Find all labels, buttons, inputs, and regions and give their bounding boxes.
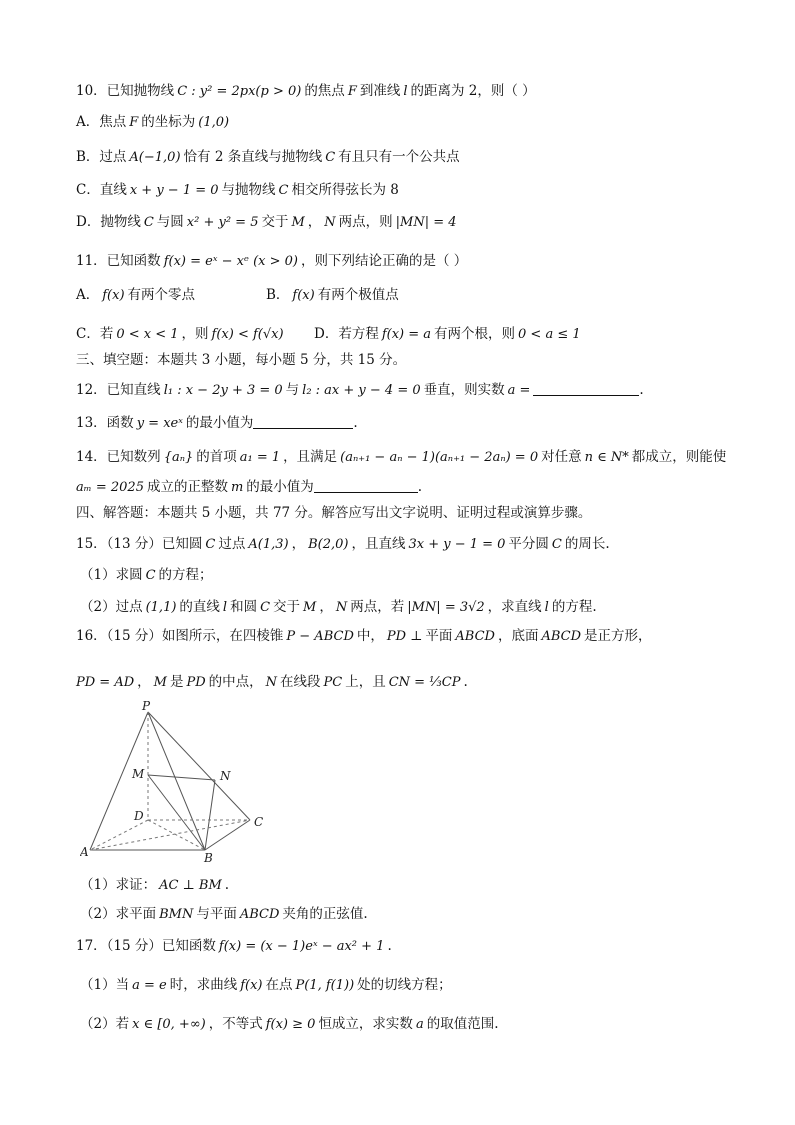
q13: 13．函数 y = xeˣ 的最小值为 . bbox=[76, 415, 358, 431]
pyramid-figure bbox=[80, 700, 280, 870]
q16-part1: （1）求证： AC ⊥ BM . bbox=[80, 877, 230, 893]
q14-line1: 14．已知数列 {aₙ} 的首项 a₁ = 1 ，且满足 (aₙ₊₁ − aₙ − 1)(aₙ₊₁ − 2aₙ) = 0 对任意 n ∈ N* 都成立，则能使 bbox=[76, 449, 727, 465]
q14-line2: aₘ = 2025 成立的正整数 m 的最小值为 . bbox=[76, 479, 423, 495]
q15-part2: （2）过点 (1,1) 的直线 l 和圆 C 交于 M ， N 两点，若 |MN| = 3√2 ，求直线 l 的方程. bbox=[80, 599, 597, 615]
q10-option-d: D．抛物线 C 与圆 x² + y² = 5 交于 M ， N 两点，则 |MN| = 4 bbox=[76, 214, 457, 230]
q14-answer-blank[interactable] bbox=[314, 480, 418, 493]
q16-stem: 16．（15 分）如图所示，在四棱锥 P − ABCD 中， PD ⊥ 平面 ABCD ，底面 ABCD 是正方形， bbox=[76, 628, 652, 644]
segment-nb bbox=[205, 780, 215, 850]
q12-answer-blank[interactable] bbox=[533, 383, 639, 396]
q15-part1: （1）求圆 C 的方程； bbox=[80, 567, 213, 583]
q10-stem: 10．已知抛物线 C : y² = 2px(p > 0) 的焦点 F 到准线 l 的距离为 2，则（ ） bbox=[76, 83, 536, 99]
q13-answer-blank[interactable] bbox=[253, 416, 353, 429]
q11-option-a: A． f(x) 有两个零点 bbox=[76, 287, 196, 303]
q12: 12．已知直线 l₁ : x − 2y + 3 = 0 与 l₂ : ax + y − 4 = 0 垂直，则实数 a = . bbox=[76, 382, 644, 398]
segment-mb bbox=[148, 775, 205, 850]
label-a: A bbox=[80, 845, 89, 859]
label-m: M bbox=[132, 767, 145, 781]
label-b: B bbox=[204, 851, 213, 865]
label-n: N bbox=[220, 769, 231, 783]
q10-option-b: B．过点 A(−1,0) 恰有 2 条直线与抛物线 C 有且只有一个公共点 bbox=[76, 149, 460, 165]
section-4-heading: 四、解答题：本题共 5 小题，共 77 分。解答应写出文字说明、证明过程或演算步骤。 bbox=[76, 505, 592, 521]
label-c: C bbox=[254, 815, 264, 829]
diagonal-db-hidden bbox=[148, 820, 205, 850]
q10-option-a: A．焦点 F 的坐标为 (1,0) bbox=[76, 114, 230, 130]
q11-option-d: D．若方程 f(x) = a 有两个根，则 0 < a ≤ 1 bbox=[314, 326, 581, 342]
edge-da-hidden bbox=[90, 820, 148, 850]
edge-pa bbox=[90, 712, 148, 850]
q10-option-c: C．直线 x + y − 1 = 0 与抛物线 C 相交所得弦长为 8 bbox=[76, 182, 399, 198]
label-d: D bbox=[134, 809, 144, 823]
q17-stem: 17．（15 分）已知函数 f(x) = (x − 1)eˣ − ax² + 1 . bbox=[76, 938, 392, 954]
edge-pb bbox=[148, 712, 205, 850]
edge-pc bbox=[148, 712, 250, 820]
q16-line2: PD = AD ， M 是 PD 的中点， N 在线段 PC 上，且 CN = ⅓CP . bbox=[76, 674, 468, 690]
section-3-heading: 三、填空题：本题共 3 小题，每小题 5 分，共 15 分。 bbox=[76, 352, 407, 368]
diagonal-ac-hidden bbox=[90, 820, 250, 850]
q16-part2: （2）求平面 BMN 与平面 ABCD 夹角的正弦值. bbox=[80, 906, 368, 922]
q15-stem: 15．（13 分）已知圆 C 过点 A(1,3) ， B(2,0) ，且直线 3x + y − 1 = 0 平分圆 C 的周长. bbox=[76, 536, 610, 552]
q17-part1: （1）当 a = e 时，求曲线 f(x) 在点 P(1, f(1)) 处的切线方程； bbox=[80, 977, 452, 993]
q17-part2: （2）若 x ∈ [0, +∞) ，不等式 f(x) ≥ 0 恒成立，求实数 a 的取值范围. bbox=[80, 1016, 499, 1032]
q11-stem: 11．已知函数 f(x) = eˣ − xᵉ (x > 0) ，则下列结论正确的是（ ） bbox=[76, 253, 468, 269]
q11-option-b: B． f(x) 有两个极值点 bbox=[266, 287, 399, 303]
segment-mn bbox=[148, 775, 215, 780]
label-p: P bbox=[142, 700, 151, 713]
q11-option-c: C．若 0 < x < 1 ，则 f(x) < f(√x) bbox=[76, 326, 284, 342]
